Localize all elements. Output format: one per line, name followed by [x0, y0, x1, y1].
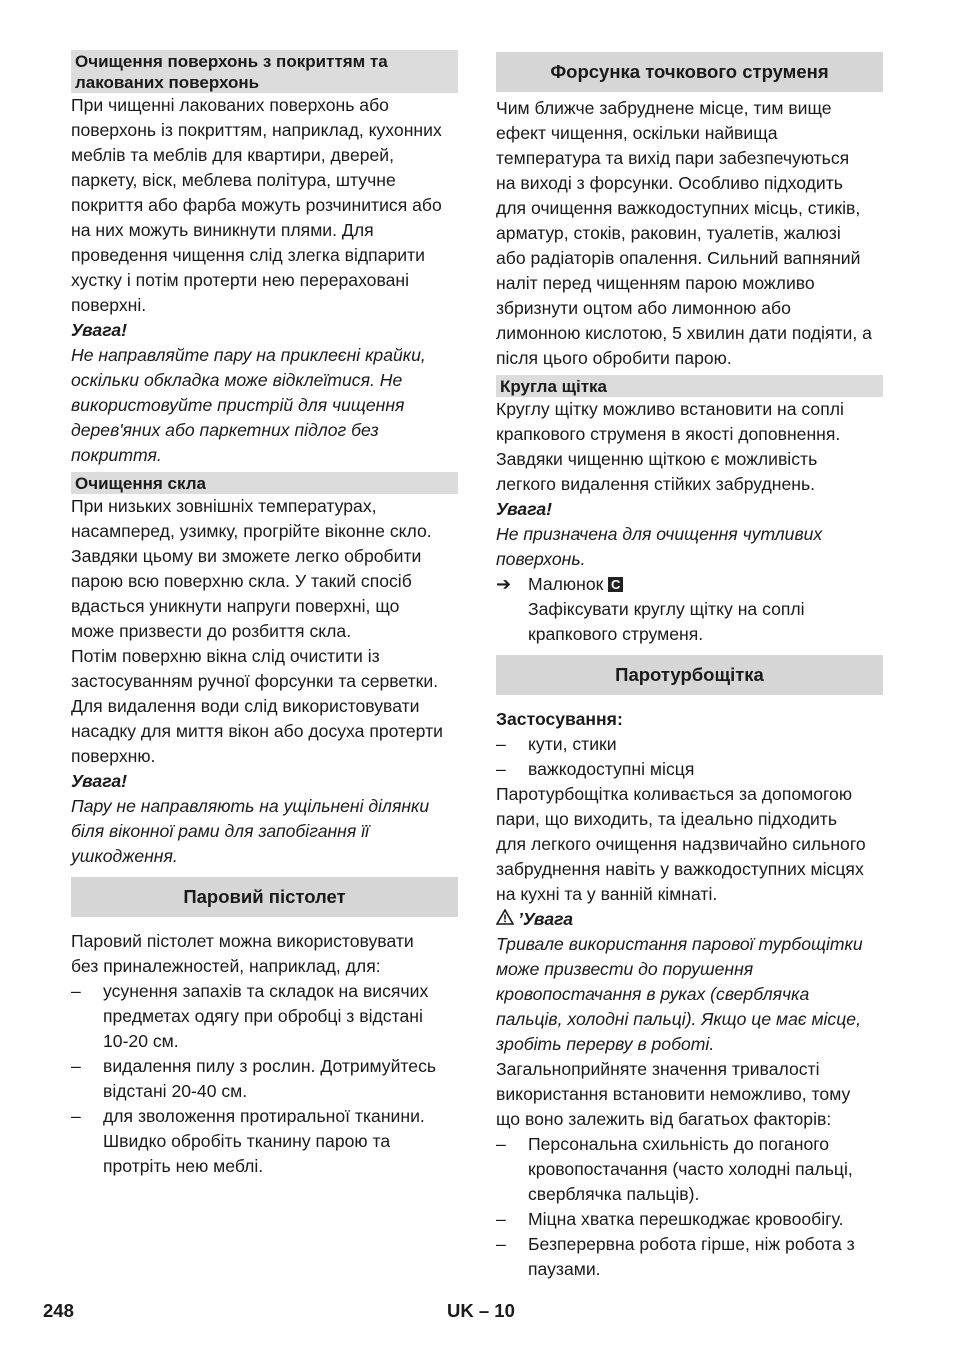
warning-title: Увага!: [496, 499, 553, 519]
text-line: Паровий пістолет можна використовувати: [71, 931, 414, 951]
text-line: наліт перед чищенням парою можливо: [496, 273, 815, 293]
text-line: температура та вихід пари забезпечуються: [496, 148, 850, 168]
text-line: для очищення важкодоступних місць, стиків,: [496, 198, 861, 218]
text-line: застосуванням ручної форсунки та серветки.: [71, 671, 439, 691]
text-line: Міцна хватка перешкоджає кровообігу.: [528, 1209, 844, 1229]
text-line: після цього обробити парою.: [496, 348, 732, 368]
dash-bullet: –: [496, 759, 506, 779]
dash-bullet: –: [71, 1106, 81, 1126]
warning-title: Увага!: [71, 771, 128, 791]
text-line: ефект чищення, оскільки найвища: [496, 123, 778, 143]
text-line: використання встановити неможливо, тому: [496, 1084, 851, 1104]
warning-line: Пару не направляють на ущільнені ділянки: [71, 796, 430, 816]
text-line: поверхонь із покриттям, наприклад, кухонних: [71, 120, 442, 140]
dash-bullet: –: [496, 1134, 506, 1154]
text-line: Загальноприйняте значення тривалості: [496, 1059, 820, 1079]
text-line: Круглу щітку можливо встановити на соплі: [496, 399, 844, 419]
text-line: насамперед, узимку, прогрійте віконне скло.: [71, 521, 432, 541]
text-line: Потім поверхню вікна слід очистити із: [71, 646, 380, 666]
text-line: Паротурбощітка коливається за допомогою: [496, 784, 853, 804]
warning-line: покриття.: [71, 445, 162, 465]
text-line: предметах одягу при обробці з відстані: [103, 1006, 423, 1026]
dash-bullet: –: [71, 1056, 81, 1076]
list-item: [496, 1232, 883, 1282]
glass-body: [71, 494, 458, 769]
text-line: покриття або фарба можуть розчинитися або: [71, 195, 442, 215]
text-line: на виході з форсунки. Особливо підходить: [496, 173, 843, 193]
caution-body: [496, 932, 883, 1057]
nozzle-body: [496, 96, 883, 371]
list-item: [496, 732, 883, 757]
lacquer-body: [71, 93, 458, 318]
brush-body: [496, 397, 883, 497]
list-item: [71, 979, 458, 1054]
text-line: крапкового струменя в якості доповнення.: [496, 424, 841, 444]
warning-line: використовуйте пристрій для чищення: [71, 395, 405, 415]
text-line: хустку і потім протерти нею перераховані: [71, 270, 410, 290]
page-label: UK – 10: [447, 1300, 515, 1321]
text-line: арматур, стоків, раковин, туалетів, жалюзі: [496, 223, 841, 243]
text-line: При чищенні лакованих поверхонь або: [71, 95, 389, 115]
list-item: [496, 757, 883, 782]
steam-gun-list: [71, 979, 458, 1179]
text-line: може призвести до розбиття скла.: [71, 621, 352, 641]
usage-list: [496, 732, 883, 782]
text-line: парою всю поверхню скла. У такий спосіб: [71, 571, 412, 591]
text-line: без приналежностей, наприклад, для:: [71, 956, 381, 976]
figure-step: [496, 572, 883, 647]
warning-line: біля віконної рами для запобігання її: [71, 821, 369, 841]
warning-triangle-icon: [496, 907, 518, 932]
section-heading-spot-nozzle: Форсунка точкового струменя: [496, 52, 883, 92]
text-line: Завдяки цьому ви зможете легко обробити: [71, 546, 422, 566]
text-line: для легкого очищення надзвичайно сильного: [496, 834, 866, 854]
text-line: на них можуть виникнути плями. Для: [71, 220, 374, 240]
steam-gun-intro: [71, 929, 458, 979]
text-line: на кухні та у ванній кімнаті.: [496, 884, 718, 904]
warning-line: пальців, холодні пальці). Якщо це має місце,: [496, 1009, 861, 1029]
warning-line: Не направляйте пару на приклеєні крайки,: [71, 345, 426, 365]
warning-line: дерев'яних або паркетних підлог без: [71, 420, 379, 440]
text-line: поверхню.: [71, 746, 156, 766]
text-line: паркету, віск, меблева політура, штучне: [71, 170, 396, 190]
text-line: усунення запахів та складок на висячих: [103, 981, 429, 1001]
text-line: сверблячка пальців).: [528, 1184, 700, 1204]
list-item: [71, 1104, 458, 1179]
figure-reference: [528, 572, 883, 597]
warning-title: Увага!: [71, 320, 128, 340]
factors-list: [496, 1132, 883, 1282]
text-line: Швидко обробіть тканину парою та: [103, 1131, 391, 1151]
dash-bullet: –: [496, 1209, 506, 1229]
text-line: видалення пилу з рослин. Дотримуйтесь: [103, 1056, 437, 1076]
dash-bullet: –: [496, 734, 506, 754]
text-line: для зволоження протиральної тканини.: [103, 1106, 425, 1126]
text-line: Завдяки чищенню щіткою є можливість: [496, 449, 818, 469]
section-heading-lacquer: Очищення поверхонь з покриттям та лакованих поверхонь: [71, 50, 458, 93]
list-item: [496, 1132, 883, 1207]
list-item: [496, 1207, 883, 1232]
text-line: паузами.: [528, 1259, 601, 1279]
warning-line: ушкодження.: [71, 846, 178, 866]
warning-line: оскільки обкладка може відклеїтися. Не: [71, 370, 403, 390]
page-number: 248: [43, 1300, 74, 1321]
text-line: збризнути оцтом або лимонною або: [496, 298, 791, 318]
text-line: легкого видалення стійких забруднень.: [496, 474, 816, 494]
section-heading-turbo-brush: Паротурбощітка: [496, 655, 883, 695]
text-line: 10-20 см.: [103, 1031, 179, 1051]
arrow-right-icon: ➔: [496, 574, 512, 594]
caution-label: ’Увага: [518, 909, 574, 929]
text-line: Безперервна робота гірше, ніж робота з: [528, 1234, 855, 1254]
warning-line: зробіть перерву в роботі.: [496, 1034, 715, 1054]
section-heading-steam-gun: Паровий пістолет: [71, 877, 458, 917]
text-line: Зафіксувати круглу щітку на соплі: [528, 599, 805, 619]
text-line: лимонною кислотою, 5 хвилин дати подіяти, а: [496, 323, 872, 343]
dash-bullet: –: [71, 981, 81, 1001]
text-line: забруднення навіть у важкодоступних місцях: [496, 859, 864, 879]
text-line: протріть нею меблі.: [103, 1156, 264, 1176]
warning-line: може призвести до порушення: [496, 959, 754, 979]
turbo-body: [496, 782, 883, 907]
glass-warning: [71, 794, 458, 869]
figure-badge: C: [608, 577, 623, 592]
text-line: важкодоступні місця: [528, 759, 695, 779]
factors-intro: [496, 1057, 883, 1132]
text-line: пари, що виходить, та ідеально підходить: [496, 809, 838, 829]
section-heading-round-brush: Кругла щітка: [496, 375, 883, 397]
lacquer-warning: [71, 343, 458, 468]
text-line: проведення чищення слід злегка відпарити: [71, 245, 425, 265]
warning-line: поверхонь.: [496, 549, 586, 569]
section-heading-glass: Очищення скла: [71, 472, 458, 494]
text-line: що воно залежить від багатьох факторів:: [496, 1109, 832, 1129]
caution-title: [496, 907, 883, 932]
figure-label: Малюнок: [528, 574, 604, 594]
text-line: кути, стики: [528, 734, 617, 754]
text-line: або радіаторів опалення. Сильний вапняний: [496, 248, 861, 268]
text-line: відстані 20-40 см.: [103, 1081, 248, 1101]
text-line: Чим ближче забруднене місце, тим вище: [496, 98, 832, 118]
warning-line: Не призначена для очищення чутливих: [496, 524, 823, 544]
text-line: Для видалення води слід використовувати: [71, 696, 420, 716]
text-line: поверхні.: [71, 295, 147, 315]
text-line: меблів та меблів для квартири, дверей,: [71, 145, 395, 165]
list-item: [71, 1054, 458, 1104]
right-column: [496, 50, 883, 1282]
text-line: При низьких зовнішніх температурах,: [71, 496, 377, 516]
warning-line: кровопостачання в руках (сверблячка: [496, 984, 810, 1004]
text-line: кровопостачання (часто холодні пальці,: [528, 1159, 853, 1179]
text-line: вдасться уникнути напруги поверхні, що: [71, 596, 400, 616]
text-line: насадку для миття вікон або досуха протерти: [71, 721, 443, 741]
brush-warning: [496, 522, 883, 572]
left-column: [71, 50, 458, 1179]
text-line: крапкового струменя.: [528, 624, 704, 644]
dash-bullet: –: [496, 1234, 506, 1254]
warning-line: Тривале використання парової турбощітки: [496, 934, 863, 954]
text-line: Персональна схильність до поганого: [528, 1134, 830, 1154]
usage-title: Застосування:: [496, 709, 623, 729]
